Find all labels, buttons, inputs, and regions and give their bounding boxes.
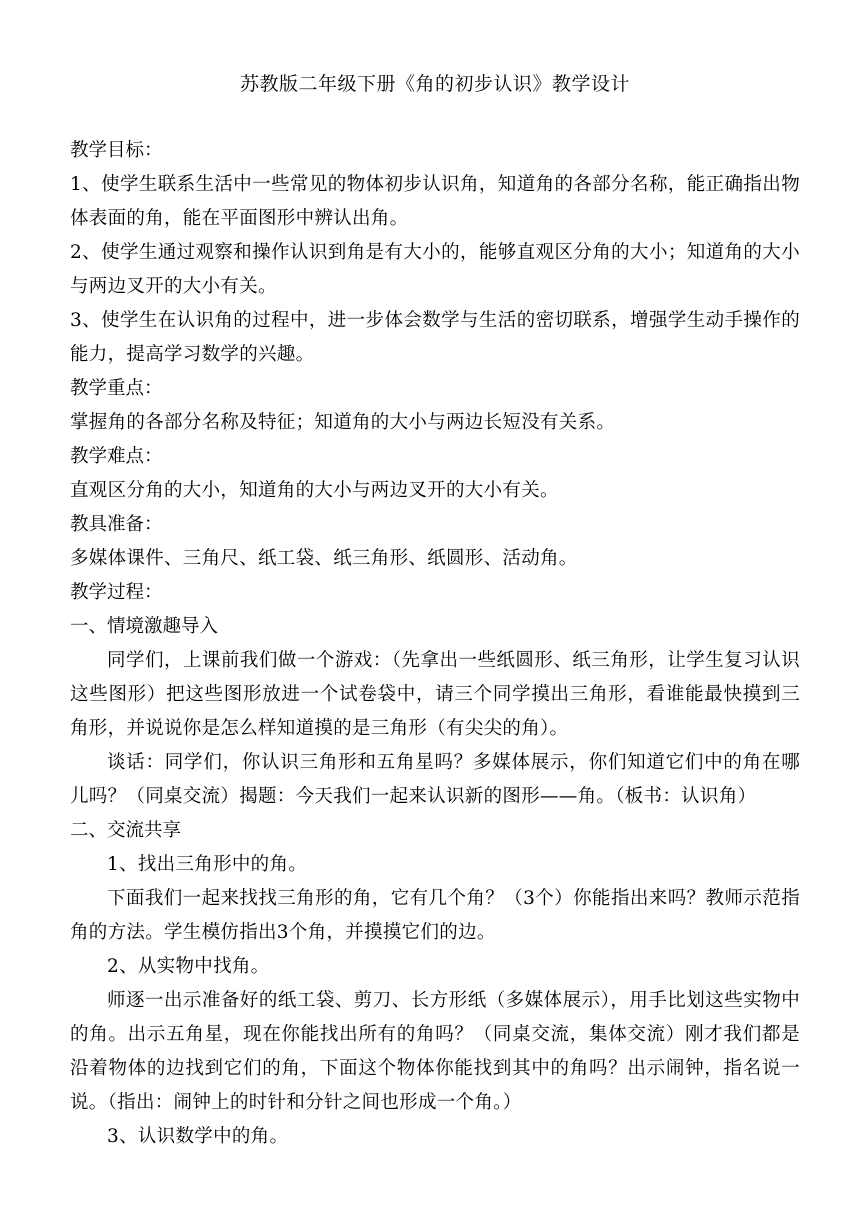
section1-paragraph: 同学们，上课前我们做一个游戏：（先拿出一些纸圆形、纸三角形，让学生复习认识这些图形）把这些图形放进一个试卷袋中，请三个同学摸出三角形，看谁能最快摸到三角形，并说说你是怎么样知道摸的是三角形（有尖尖的角）。 bbox=[70, 650, 800, 739]
document-title: 苏教版二年级下册《角的初步认识》教学设计 bbox=[239, 73, 630, 95]
objectives-heading: 教学目标： bbox=[70, 140, 163, 161]
document-page bbox=[70, 64, 800, 1154]
difficulties-heading: 教学难点： bbox=[70, 446, 163, 467]
materials-text: 多媒体课件、三角尺、纸工袋、纸三角形、纸圆形、活动角。 bbox=[70, 548, 578, 569]
section2-step1-heading: 1、找出三角形中的角。 bbox=[107, 854, 308, 875]
section1-paragraph: 谈话：同学们，你认识三角形和五角星吗？多媒体展示，你们知道它们中的角在哪儿吗？（同桌交流）揭题：今天我们一起来认识新的图形——角。（板书：认识角） bbox=[70, 752, 800, 807]
key-points-text: 掌握角的各部分名称及特征；知道角的大小与两边长短没有关系。 bbox=[70, 412, 616, 433]
section2-step1-text: 下面我们一起来找找三角形的角，它有几个角？（3个）你能指出来吗？教师示范指角的方法。学生模仿指出3个角，并摸摸它们的边。 bbox=[70, 888, 800, 943]
objective-item: 2、使学生通过观察和操作认识到角是有大小的，能够直观区分角的大小；知道角的大小与两边叉开的大小有关。 bbox=[70, 242, 800, 297]
materials-heading: 教具准备： bbox=[70, 514, 163, 535]
section2-step3-heading: 3、认识数学中的角。 bbox=[107, 1126, 289, 1147]
difficulties-text: 直观区分角的大小，知道角的大小与两边叉开的大小有关。 bbox=[70, 480, 559, 501]
section2-step2-heading: 2、从实物中找角。 bbox=[107, 956, 270, 977]
section2-step2-text: 师逐一出示准备好的纸工袋、剪刀、长方形纸（多媒体展示），用手比划这些实物中的角。出示五角星，现在你能找出所有的角吗？（同桌交流，集体交流）刚才我们都是沿着物体的边找到它们的角，下面这个物体你能找到其中的角吗？出示闹钟，指名说一说。（指出：闹钟上的时针和分针之间也形成一个角。） bbox=[70, 990, 800, 1113]
section1-heading: 一、情境激趣导入 bbox=[70, 616, 219, 637]
section2-heading: 二、交流共享 bbox=[70, 820, 182, 841]
key-points-heading: 教学重点： bbox=[70, 378, 163, 399]
process-heading: 教学过程： bbox=[70, 582, 163, 603]
objective-item: 3、使学生在认识角的过程中，进一步体会数学与生活的密切联系，增强学生动手操作的能力，提高学习数学的兴趣。 bbox=[70, 310, 800, 365]
objective-item: 1、使学生联系生活中一些常见的物体初步认识角，知道角的各部分名称，能正确指出物体表面的角，能在平面图形中辨认出角。 bbox=[70, 174, 800, 229]
